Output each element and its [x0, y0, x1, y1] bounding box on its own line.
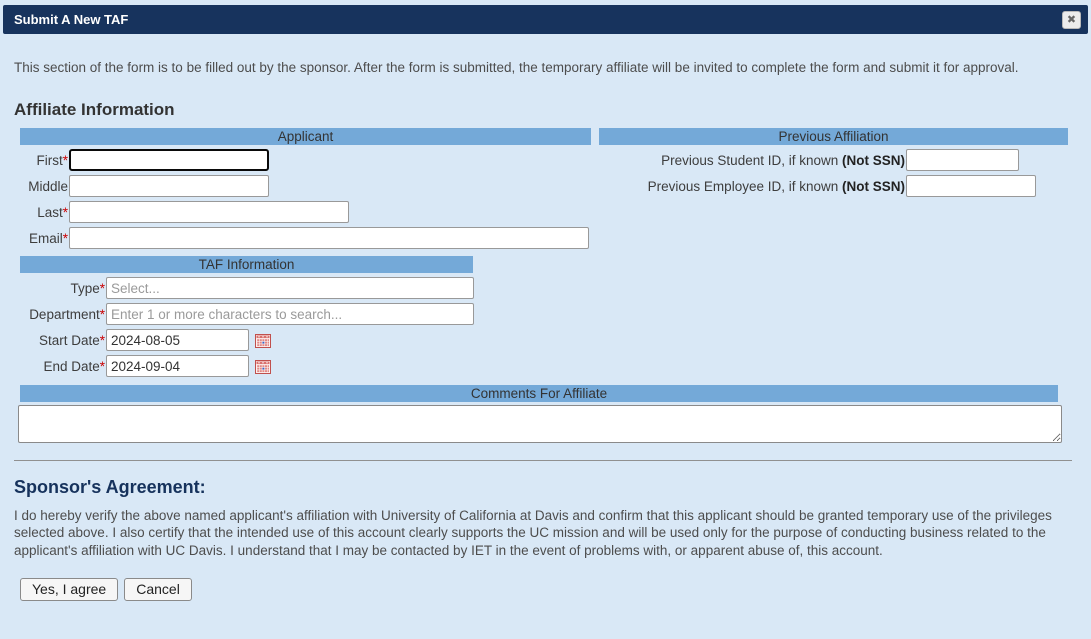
required-mark: *: [99, 280, 105, 296]
middle-name-input[interactable]: [69, 175, 269, 197]
intro-text: This section of the form is to be filled out by the sponsor. After the form is submitted, the temporary affiliate will be invited to complete the form and submit it for approval.: [14, 60, 1019, 75]
required-mark: *: [62, 204, 68, 220]
previous-employee-id-input[interactable]: [906, 175, 1036, 197]
required-mark: *: [99, 332, 105, 348]
applicant-header: Applicant: [20, 128, 591, 145]
yes-i-agree-button[interactable]: Yes, I agree: [20, 578, 118, 601]
taf-information-section: [20, 256, 1077, 377]
end-date-input[interactable]: [106, 355, 249, 377]
previous-affiliation-column: [599, 128, 1068, 197]
previous-student-id-row: [599, 149, 1068, 171]
required-mark: *: [99, 306, 105, 322]
end-date-label: End Date*: [43, 358, 105, 374]
last-name-input[interactable]: [69, 201, 349, 223]
first-name-row: [20, 149, 591, 171]
previous-employee-id-row: [599, 175, 1068, 197]
applicant-column: [20, 128, 591, 249]
calendar-icon[interactable]: [255, 332, 271, 348]
cancel-button[interactable]: Cancel: [124, 578, 192, 601]
previous-student-id-label: Previous Student ID, if known (Not SSN): [661, 152, 905, 168]
close-button[interactable]: [1062, 11, 1081, 29]
last-name-row: [20, 201, 591, 223]
type-select-input[interactable]: [106, 277, 474, 299]
section-divider: [14, 460, 1072, 461]
previous-employee-id-label: Previous Employee ID, if known (Not SSN): [647, 178, 905, 194]
end-date-row: [20, 355, 1077, 377]
start-date-label: Start Date*: [38, 332, 105, 348]
department-search-input[interactable]: [106, 303, 474, 325]
sponsors-agreement-heading: Sponsor's Agreement:: [14, 477, 206, 498]
comments-section: [20, 385, 1077, 443]
required-mark: *: [62, 152, 68, 168]
previous-student-id-input[interactable]: [906, 149, 1019, 171]
not-ssn-note: (Not SSN): [842, 152, 905, 168]
department-row: [20, 303, 1077, 325]
modal-title: Submit A New TAF: [14, 12, 129, 27]
email-label: Email*: [28, 230, 68, 246]
action-buttons: [20, 578, 1077, 601]
email-input[interactable]: [69, 227, 589, 249]
first-name-label: First*: [36, 152, 68, 168]
agreement-text: I do hereby verify the above named applicant's affiliation with University of California at Davis and confirm that this applicant should be granted temporary use of the privileges selected above. I also certify that the intended use of this account clearly supports the UC mission and will be used only for the purpose of conducting business related to the applicant's affiliation with UC Davis. I understand that I may be contacted by IET in the event of problems with, or apparent abuse of, this account.: [14, 508, 1052, 558]
department-label: Department*: [29, 306, 105, 322]
type-row: [20, 277, 1077, 299]
start-date-row: [20, 329, 1077, 351]
first-name-input[interactable]: [69, 149, 269, 171]
type-label: Type*: [70, 280, 105, 296]
close-icon: ✖: [1066, 13, 1077, 26]
modal-titlebar: [3, 5, 1088, 34]
comments-textarea[interactable]: [18, 405, 1062, 443]
middle-name-label: Middle: [28, 178, 68, 194]
not-ssn-note: (Not SSN): [842, 178, 905, 194]
last-name-label: Last*: [37, 204, 68, 220]
taf-information-header: TAF Information: [20, 256, 473, 273]
middle-name-row: [20, 175, 591, 197]
required-mark: *: [62, 230, 68, 246]
email-row: [20, 227, 591, 249]
required-mark: *: [99, 358, 105, 374]
start-date-input[interactable]: [106, 329, 249, 351]
affiliate-information-heading: Affiliate Information: [14, 100, 175, 120]
previous-affiliation-header: Previous Affiliation: [599, 128, 1068, 145]
comments-header: Comments For Affiliate: [20, 385, 1058, 402]
calendar-icon[interactable]: [255, 358, 271, 374]
